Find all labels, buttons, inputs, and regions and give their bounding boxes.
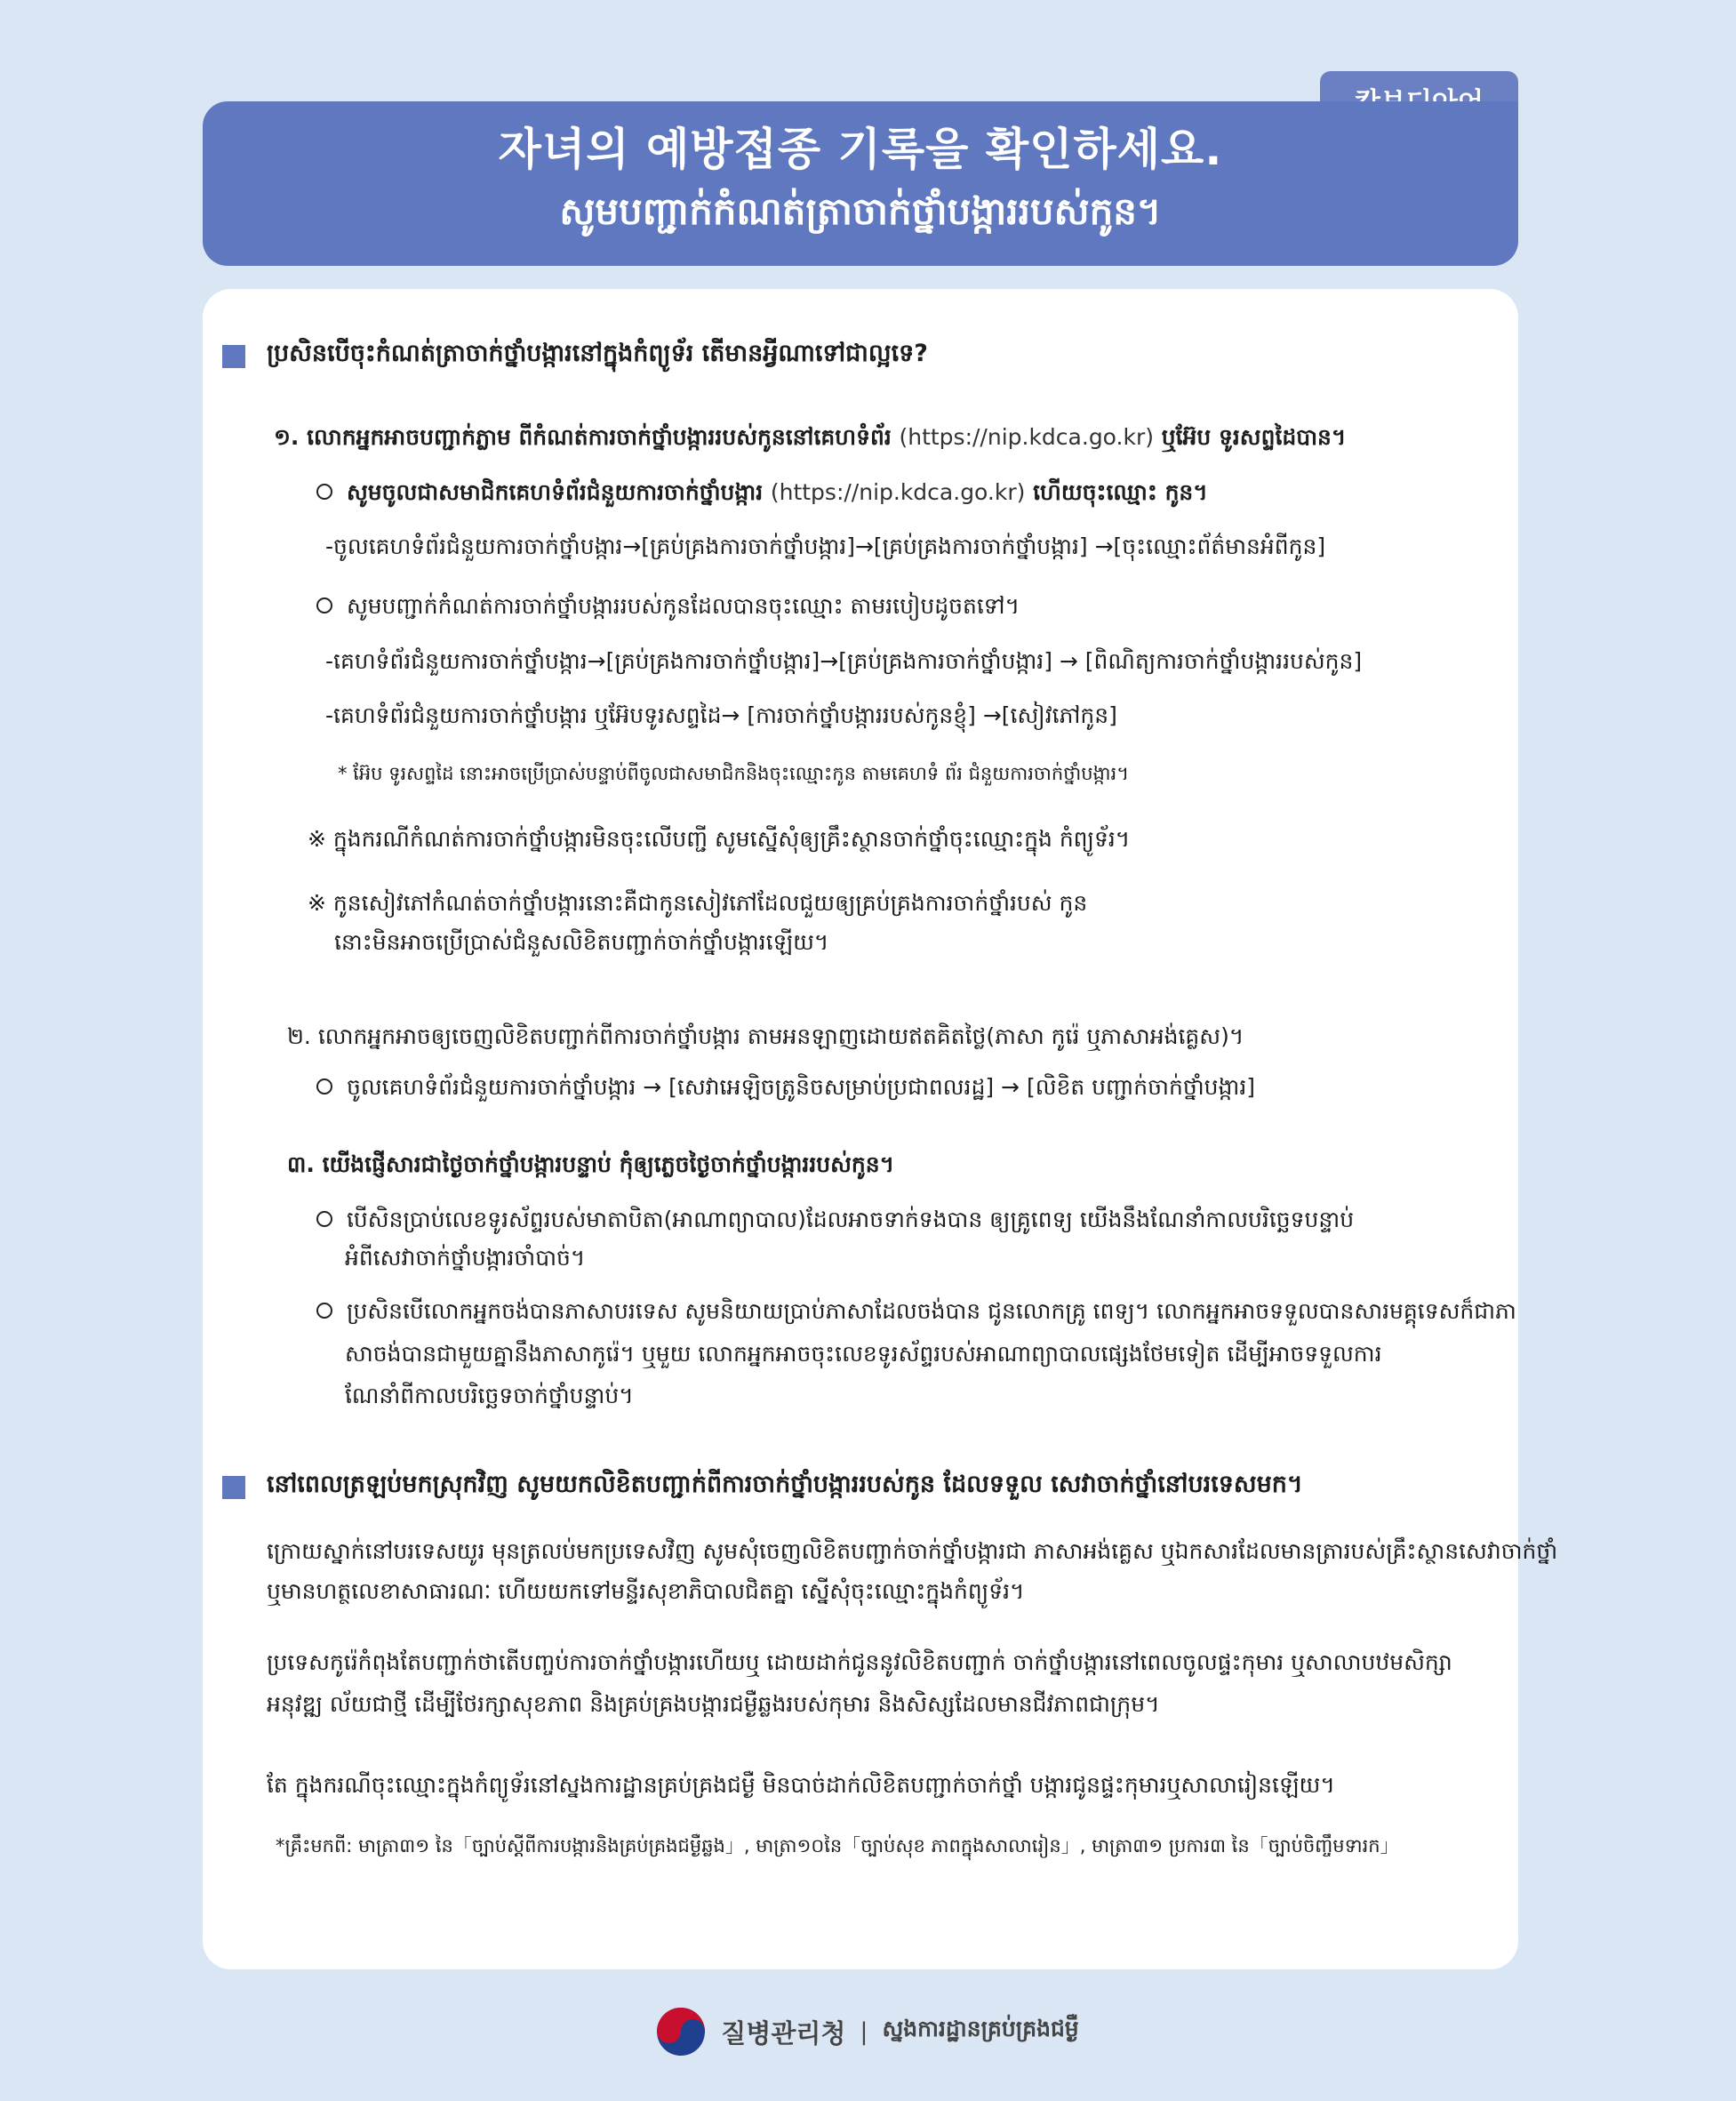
- circle-bullet-icon: [316, 597, 332, 613]
- section2-p1-line1: ក្រោយស្នាក់នៅបរទេសយូរ មុនត្រលប់មកប្រទេសវិញ សូមសុំចេញលិខិតបញ្ជាក់ចាក់ថ្នាំបង្ការជា ភាសាអង់គ្លេស ឬឯកសារដែលមានត្រារបស់គ្រឹះស្ថានសេវាចាក់ថ្នាំ: [267, 1538, 1558, 1564]
- item1-sub2: [316, 593, 1020, 625]
- item1-path1: -ចូលគេហទំព័រជំនួយការចាក់ថ្នាំបង្ការ→[គ្រប់គ្រងការចាក់ថ្នាំបង្ការ]→[គ្រប់គ្រងការចាក់ថ្នាំបង្ការ] →[ចុះឈ្មោះព័ត៌មានអំពីកូន]: [325, 533, 1326, 559]
- item1-url: (https://nip.kdca.go.kr): [899, 424, 1154, 450]
- page-header: [203, 101, 1518, 266]
- section2-footnote: *គ្រឹះមកពី: មាត្រា៣១ នៃ「ច្បាប់ស្តីពីការបង្ការនិងគ្រប់គ្រងជម្ងឺឆ្លង」, មាត្រា១០នៃ「ច្បាប់សុខ ភាពក្នុងសាលារៀន」, មាត្រា៣១ ប្រការ៣ នៃ「ច្បាប់ចិញ្ចឹមទារក」: [276, 1835, 1399, 1856]
- section1-title: ប្រសិនបើចុះកំណត់ត្រាចាក់ថ្នាំបង្ការនៅក្នុងកំព្យូទ័រ តើមានអ្វីណាទៅជាល្អទេ?: [267, 340, 928, 367]
- government-emblem-icon: [657, 2008, 705, 2056]
- item1-note-star: * អ៊ែប ទូរសព្ទដៃ នោះអាចប្រើប្រាស់បន្ទាប់ពីចូលជាសមាជិកនិងចុះឈ្មោះកូន តាមគេហទំ ព័រ ជំនួយការចាក់ថ្នាំបង្ការ។: [338, 763, 1130, 784]
- item1-path2: -គេហទំព័រជំនួយការចាក់ថ្នាំបង្ការ→[គ្រប់គ្រងការចាក់ថ្នាំបង្ការ]→[គ្រប់គ្រងការចាក់ថ្នាំបង្ការ] → [ពិណិត្យការចាក់ថ្នាំបង្ការរបស់កូន]: [325, 648, 1363, 674]
- circle-bullet-icon: [316, 1079, 332, 1095]
- section2-title: នៅពេលត្រឡប់មកស្រុកវិញ សូមយកលិខិតបញ្ជាក់ពីការចាក់ថ្នាំបង្ការរបស់កូន ដែលទទួល សេវាចាក់ថ្នាំនៅបរទេសមក។: [267, 1471, 1303, 1498]
- item1-sub1: [316, 479, 1208, 511]
- section-bullet-icon: [222, 1476, 245, 1499]
- item3-sub1-line1: [316, 1207, 1354, 1239]
- section-bullet-icon: [222, 345, 245, 368]
- item2-sub-text: ចូលគេហទំព័រជំនួយការចាក់ថ្នាំបង្ការ → [សេវាអេឡិចត្រូនិចសម្រាប់ប្រជាពលរដ្ឋ] → [លិខិត បញ្ជាក់ចាក់ថ្នាំបង្ការ]: [347, 1074, 1256, 1100]
- item1-sub1-text: សូមចូលជាសមាជិកគេហទំព័រជំនួយការចាក់ថ្នាំបង្ការ: [347, 479, 764, 505]
- item2-line: ២. លោកអ្នកអាចឲ្យចេញលិខិតបញ្ជាក់ពីការចាក់ថ្នាំបង្ការ តាមអនឡាញដោយឥតគិតថ្លៃ(ភាសា កូរ៉េ ឬភាសាអង់គ្លេស)។: [287, 1023, 1244, 1049]
- section2-p3: តែ ក្នុងករណីចុះឈ្មោះក្នុងកំព្យូទ័រនៅស្នងការដ្ឋានគ្រប់គ្រងជម្ងឺ មិនបាច់ដាក់លិខិតបញ្ជាក់ចាក់ថ្នាំ បង្ការជូនផ្ទះកុមារឬសាលារៀនឡើយ។: [267, 1772, 1335, 1798]
- item3-sub1-text: បើសិនប្រាប់លេខទូរស័ព្ទរបស់មាតាបិតា(អាណាព្យាបាល)ដែលអាចទាក់ទងបាន ឲ្យគ្រូពេទ្យ យើងនឹងណែនាំកាលបរិច្ឆេទបន្ទាប់: [347, 1207, 1355, 1232]
- item1-note2-line1: ※ កូនសៀវភៅកំណត់ចាក់ថ្នាំបង្ការនោះគឺជាកូនសៀវភៅដែលជួយឲ្យគ្រប់គ្រងការចាក់ថ្នាំរបស់ កូន: [308, 890, 1088, 916]
- content-card: [203, 289, 1558, 1969]
- agency-name-korean: 질병관리청: [721, 2017, 846, 2049]
- item3-sub2-line3: ណែនាំពីកាលបរិច្ឆេទចាក់ថ្នាំបន្ទាប់។: [345, 1383, 634, 1408]
- item1-sub1-end: ហើយចុះឈ្មោះ កូន។: [1033, 479, 1208, 505]
- circle-bullet-icon: [316, 484, 332, 500]
- section2-p2-line1: ប្រទេសកូរ៉េកំពុងតែបញ្ជាក់ថាតើបញ្ចប់ការចាក់ថ្នាំបង្ការហើយឬ ដោយដាក់ជូននូវលិខិតបញ្ជាក់ ចាក់ថ្នាំបង្ការនៅពេលចូលផ្ទះកុមារ ឬសាលាបឋមសិក្សា: [267, 1649, 1452, 1675]
- item2-sub: [316, 1074, 1255, 1106]
- item1-line: [274, 424, 1346, 456]
- page-title-khmer: សូមបញ្ជាក់កំណត់ត្រាចាក់ថ្នាំបង្ការរបស់កូន។: [559, 189, 1162, 233]
- item1-sub2-text: សូមបញ្ជាក់កំណត់ការចាក់ថ្នាំបង្ការរបស់កូនដែលបានចុះឈ្មោះ តាមរបៀបដូចតទៅ។: [347, 593, 1020, 619]
- item3-sub1-line2: អំពីសេវាចាក់ថ្នាំបង្ការចាំបាច់។: [345, 1245, 586, 1271]
- item1-text: ១. លោកអ្នកអាចបញ្ជាក់ភ្លាម ពីកំណត់ការចាក់ថ្នាំបង្ការរបស់កូននៅគេហទំព័រ: [274, 424, 892, 450]
- agency-name-khmer: ស្នងការដ្ឋានគ្រប់គ្រងជម្ងឺ: [882, 2016, 1079, 2041]
- item3-line: ៣. យើងផ្ញើសារជាថ្ងៃចាក់ថ្នាំបង្ការបន្ទាប់ កុំឲ្យភ្លេចថ្ងៃចាក់ថ្នាំបង្ការរបស់កូន។: [287, 1151, 895, 1177]
- section2-p2-line2: អនុវឌ្ឍ ល័យជាថ្មី ដើម្បីថែរក្សាសុខភាព និងគ្រប់គ្រងបង្ការជម្ងឺឆ្លងរបស់កុមារ និងសិស្សដែលមានជីវភាពជាក្រុម។: [267, 1691, 1160, 1717]
- footer-separator: |: [860, 2017, 868, 2046]
- circle-bullet-icon: [316, 1211, 332, 1227]
- item1-end: ឬអ៊ែប ទូរសព្ទដៃបាន។: [1161, 424, 1347, 450]
- item1-path3: -គេហទំព័រជំនួយការចាក់ថ្នាំបង្ការ ឬអ៊ែបទូរសព្ទដៃ→ [ការចាក់ថ្នាំបង្ការរបស់កូនខ្ញុំ] →[សៀវភៅកូន]: [325, 702, 1117, 728]
- page-title-korean: 자녀의 예방접종 기록을 확인하세요.: [498, 124, 1223, 175]
- item1-sub1-url: (https://nip.kdca.go.kr): [770, 479, 1026, 505]
- item3-sub2-text: ប្រសិនបើលោកអ្នកចង់បានភាសាបរទេស សូមនិយាយប្រាប់ភាសាដែលចង់បាន ជូនលោកគ្រូ ពេទ្យ។ លោកអ្នកអាចទទួលបានសារមគ្គុទេសក៏ជាភា: [347, 1298, 1516, 1324]
- item1-note2-line2: នោះមិនអាចប្រើប្រាស់ជំនួសលិខិតបញ្ជាក់ចាក់ថ្នាំបង្ការឡើយ។: [334, 929, 829, 955]
- footer: [0, 2005, 1736, 2058]
- item3-sub2-line1: [316, 1298, 1516, 1330]
- circle-bullet-icon: [316, 1303, 332, 1319]
- item3-sub2-line2: សាចង់បានជាមួយគ្នានឹងភាសាកូរ៉េ។ ឬមួយ លោកអ្នកអាចចុះលេខទូរស័ព្ទរបស់អាណាព្យាបាលផ្សេងថែមទៀត ដើម្បីអាចទទួលការ: [345, 1341, 1382, 1367]
- item1-note1: ※ ក្នុងករណីកំណត់ការចាក់ថ្នាំបង្ការមិនចុះលើបញ្ជី សូមស្នើសុំឲ្យគ្រឹះស្ថានចាក់ថ្នាំចុះឈ្មោះក្នុង កំព្យូទ័រ។: [308, 826, 1131, 852]
- section2-p1-line2: ឬមានហត្ថលេខាសាធារណៈ ហើយយកទៅមន្ទីរសុខាភិបាលជិតគ្នា ស្នើសុំចុះឈ្មោះក្នុងកំព្យូទ័រ។: [267, 1578, 1025, 1604]
